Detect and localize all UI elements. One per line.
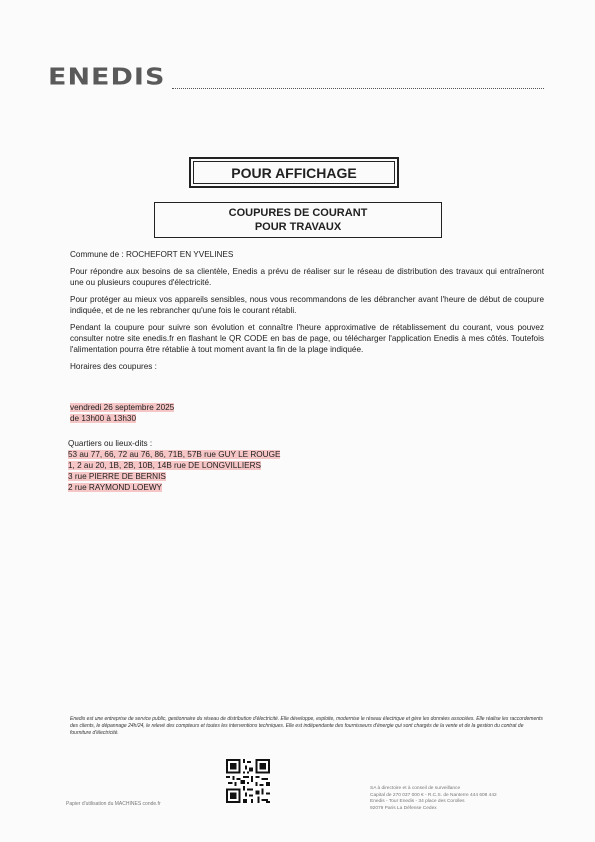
quartiers-label: Quartiers ou lieux-dits : bbox=[68, 439, 153, 448]
schedule-block bbox=[70, 402, 174, 424]
footer-left-text: Papier d'utilisation du MACHINES conde.fr bbox=[66, 801, 161, 807]
footer-line: Enedis - Tour Enedis - 34 place des Corolles bbox=[370, 799, 465, 804]
body-text bbox=[70, 249, 544, 378]
subtitle-line2: POUR TRAVAUX bbox=[254, 221, 342, 233]
qr-code-icon[interactable] bbox=[226, 759, 270, 803]
schedule-time: de 13h00 à 13h30 bbox=[70, 414, 137, 423]
footer-line: SA à directoire et à conseil de surveillance bbox=[370, 786, 461, 791]
horaires-label: Horaires des coupures : bbox=[70, 362, 157, 371]
enedis-logo: ENEDIS bbox=[48, 64, 166, 91]
quartier-item: 1, 2 au 20, 1B, 2B, 10B, 14B rue DE LONGVILLIERS bbox=[68, 461, 261, 470]
quartiers-block bbox=[68, 438, 280, 493]
quartier-item: 53 au 77, 66, 72 au 76, 86, 71B, 57B rue GUY LE ROUGE bbox=[68, 450, 281, 459]
paragraph-protect: Pour protéger au mieux vos appareils sensibles, nous vous recommandons de les débrancher avant l'heure de début de coupure indiquée, et de ne les rebrancher qu'une fois le courant rétabli. bbox=[70, 295, 544, 315]
footer-company-info bbox=[370, 786, 540, 812]
footer-line: 92079 Paris La Défense Cedex bbox=[370, 805, 437, 811]
subtitle-line1: COUPURES DE COURANT bbox=[228, 207, 368, 219]
legal-notice: Enedis est une entreprise de service public, gestionnaire du réseau de distribution d'électricité. Elle développe, exploite, modernise le réseau électrique et gère les données associées. Elle réalise les raccordements des clients, le dépannage 24h/24, le relevé des compteurs et toutes les interventions techniques. Elle est indépendante des fournisseurs d'énergie qui sont chargés de la vente et de la gestion du contrat de fourniture d'électricité. bbox=[70, 716, 543, 736]
footer-line: Capital de 270 037 000 € - R.C.S. de Nanterre 444 608 442 bbox=[370, 792, 497, 798]
quartier-item: 2 rue RAYMOND LOEWY bbox=[68, 483, 163, 492]
schedule-date: vendredi 26 septembre 2025 bbox=[70, 403, 175, 412]
header-divider bbox=[172, 88, 544, 89]
page-title: POUR AFFICHAGE bbox=[189, 157, 399, 188]
commune-line: Commune de : ROCHEFORT EN YVELINES bbox=[70, 250, 234, 259]
subtitle-box bbox=[154, 202, 442, 238]
quartier-item: 3 rue PIERRE DE BERNIS bbox=[68, 472, 166, 481]
paragraph-follow: Pendant la coupure pour suivre son évolution et connaître l'heure approximative de rétablissement du courant, vous pouvez consulter notre site enedis.fr en flashant le QR CODE en bas de page, ou télécharger l'application Enedis à mes côtés. Toutefois l'alimentation pourra être rétablie à tout moment avant la fin de la plage indiquée. bbox=[70, 323, 544, 354]
paragraph-intro: Pour répondre aux besoins de sa clientèle, Enedis a prévu de réaliser sur le réseau de distribution des travaux qui entraîneront une ou plusieurs coupures d'électricité. bbox=[70, 267, 544, 287]
